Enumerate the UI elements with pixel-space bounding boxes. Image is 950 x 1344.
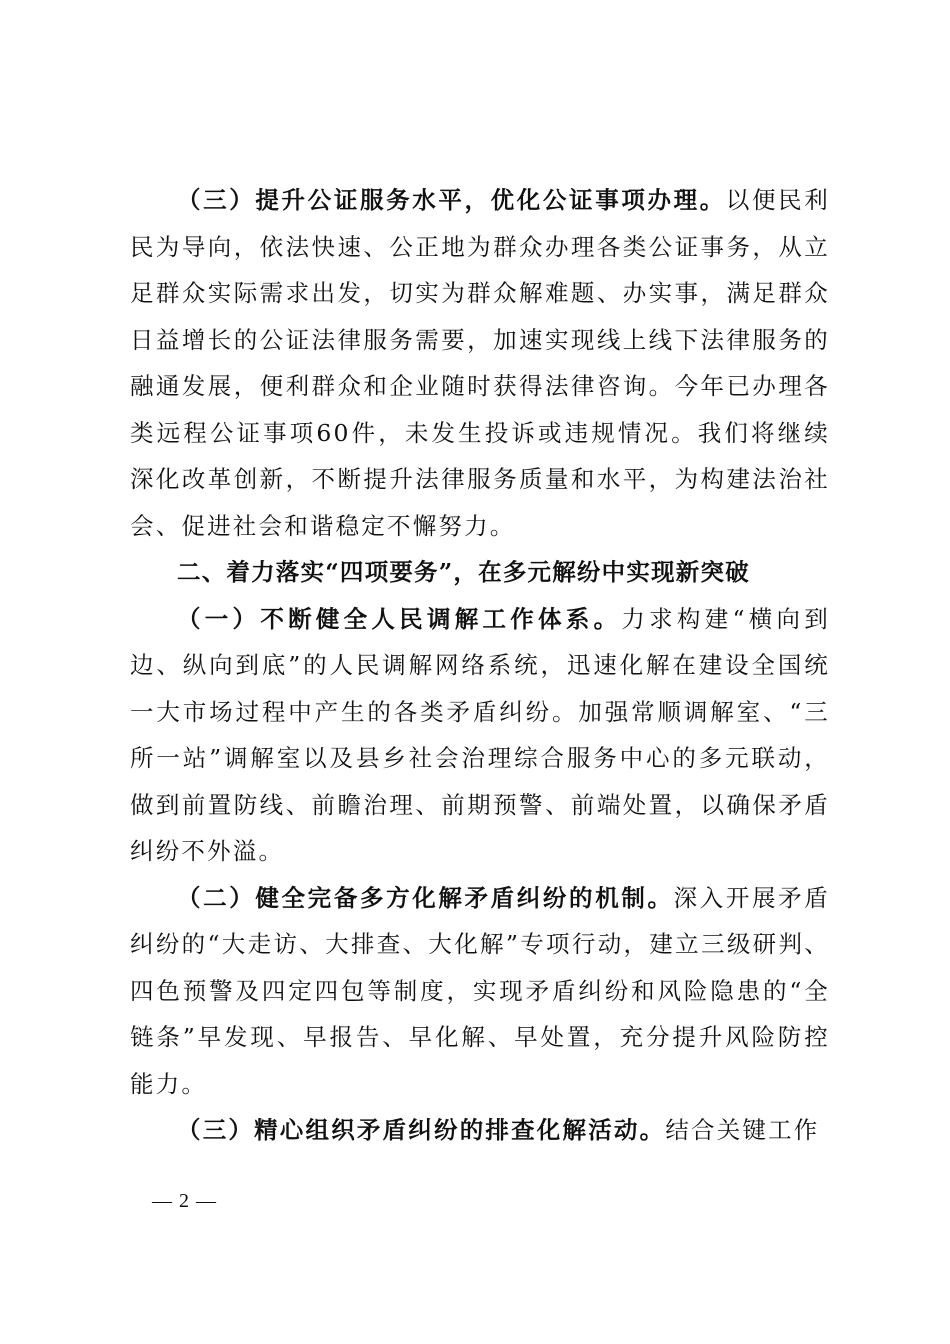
paragraph-text: 结合关键工作 <box>665 1116 820 1144</box>
paragraph-text: 以便民利民为导向，依法快速、公正地为群众办理各类公证事务，从立足群众实际需求出发，切实为群众解难题、办实事，满足群众日益增长的公证法律服务需要，加速实现线上线下法律服务的融通发展，便利群众和企业随时获得法律咨询。今年已办理各类远程公证事项60件，未发生投诉或违规情况。我们将继续深化改革创新，不断提升法律服务质量和水平，为构建法治社会、促进社会和谐稳定不懈努力。 <box>130 186 830 540</box>
paragraph-lead: （二）健全完备多方化解矛盾纠纷的机制。 <box>177 883 674 912</box>
paragraph-lead: （三）提升公证服务水平，优化公证事项办理。 <box>177 186 726 214</box>
document-body <box>130 177 830 1154</box>
paragraph-notary-service <box>130 177 830 549</box>
paragraph-lead: （三）精心组织矛盾纠纷的排查化解活动。 <box>177 1116 666 1144</box>
page-number: — 2 — <box>152 1190 217 1212</box>
paragraph-investigation-activity <box>130 1107 830 1154</box>
section-heading: 二、着力落实“四项要务”，在多元解纷中实现新突破 <box>177 558 750 586</box>
paragraph-mediation-system <box>130 596 830 875</box>
paragraph-lead: （一）不断健全人民调解工作体系。 <box>177 604 622 633</box>
paragraph-text: 深入开展矛盾纠纷的“大走访、大排查、大化解”专项行动，建立三级研判、四色预警及四定四包等制度，实现矛盾纠纷和风险隐患的“全链条”早发现、早报告、早化解、早处置，充分提升风险防控能力。 <box>130 883 830 1098</box>
paragraph-dispute-mechanism <box>130 875 830 1108</box>
paragraph-text: 力求构建“横向到边、纵向到底”的人民调解网络系统，迅速化解在建设全国统一大市场过程中产生的各类矛盾纠纷。加强常顺调解室、“三所一站”调解室以及县乡社会治理综合服务中心的多元联动，做到前置防线、前瞻治理、前期预警、前端处置，以确保矛盾纠纷不外溢。 <box>130 604 830 865</box>
